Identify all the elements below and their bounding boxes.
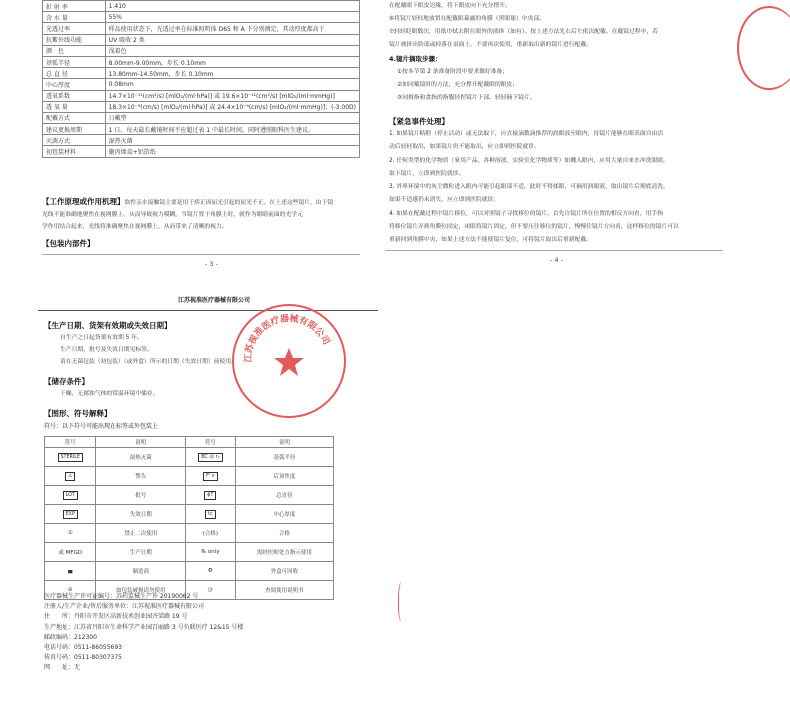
spec-label: 抗紫外线功能	[43, 34, 106, 45]
text-line: 镜片被挤出脸部或掉落在桌面上，不要再次使用，重新取出新的镜片进行配戴。	[389, 42, 592, 48]
spec-row	[43, 68, 360, 79]
contents-title: 【包装内部件】	[42, 239, 95, 248]
spec-value: 样品使用状态下，光透过率在标准照明体 D65 和 A 下分别测定，其动厚度都高于	[105, 23, 359, 34]
emergency-title: 【紧急事件处理】	[389, 117, 449, 126]
text-line: 干燥、无腐蚀气体的常温环境中储存。	[60, 391, 159, 397]
symbol-description: 中心厚度	[273, 512, 296, 518]
mechanism-text-3: 学作用结合起来，光线将准确聚焦在视网膜上，从而带来了清晰的视力。	[42, 224, 228, 230]
text-line: 注册人/生产企业/售后服务单位：江苏视准医疗器械有限公司	[44, 603, 205, 611]
description-cell	[235, 448, 333, 467]
text-line: 生产地址：江苏省丹阳市生命科学产业园百丽路 3 号负联医疗 12&15 号楼	[44, 623, 244, 631]
description-cell	[96, 467, 186, 486]
storage-lines	[60, 388, 159, 400]
symbols-header-cell: 说明	[96, 437, 186, 448]
description-cell	[235, 524, 333, 543]
spec-label: 基弧半径	[43, 56, 106, 67]
page-4-number: - 4 -	[550, 256, 563, 264]
spec-value: 日戴型	[105, 112, 359, 123]
mechanism-title: 【工作原理或作用机理】	[42, 197, 125, 206]
text-line: 在配戴眼下眼皮边缘，将下眼皮向下充分撑开。	[389, 3, 511, 9]
page-3	[0, 0, 380, 282]
page-3-number: - 3 -	[205, 260, 218, 268]
symbols-row	[45, 562, 334, 581]
text-line: 重新回到角膜中央，如果上述方法不能使镜片复位，可将镜片取出后重新配戴。	[389, 237, 592, 244]
symbol-cell	[186, 524, 236, 543]
symbol-description: 生产日期	[129, 550, 152, 556]
spec-row	[43, 90, 360, 101]
symbol-icon: EXP	[63, 510, 78, 519]
symbol-icon: ⚠	[65, 472, 75, 481]
spec-value: 聚丙烯盒+铝箔纸	[105, 146, 359, 157]
description-cell	[235, 486, 333, 505]
symbol-description: 制造商	[132, 569, 150, 575]
description-cell	[96, 486, 186, 505]
text-line: 电话号码：0511-86055693	[44, 644, 122, 652]
removal-steps	[397, 66, 727, 105]
symbol-cell	[45, 562, 96, 581]
spec-label: 含 水 量	[43, 12, 106, 23]
spec-row	[43, 12, 360, 23]
symbol-description: 禁止二次使用	[124, 531, 158, 537]
spec-value: 1 日。每天最长戴镜时间不应超过表 1 中最长时间，同时遵照眼科医生建议。	[105, 124, 359, 135]
text-line: 住 所：丹阳市开发区高新技术创业园齐梁路 19 号	[44, 613, 188, 621]
mechanism-section	[42, 196, 380, 233]
spec-row	[43, 101, 360, 112]
text-line: 动后轻轻取出，如果镜片仍不能取出，应立即到医院就诊。	[389, 144, 540, 151]
spec-label: 折 射 率	[43, 1, 106, 12]
text-line: 取下镜片，立即到医院就诊。	[389, 170, 465, 177]
symbol-icon: ɸT	[204, 491, 216, 500]
description-cell	[96, 543, 186, 562]
mechanism-text-2: 光线不能准确地聚焦在视网膜上，从而导致视力模糊。当镜片置于角膜上时，就作为眼睛前面的光学元	[42, 212, 303, 218]
spec-value: UV 吸收 2 类	[105, 34, 359, 45]
spec-label: 颜 色	[43, 45, 106, 56]
text-line: 4. 如果在配戴过程中镜片移位，可以对照镜子寻找移位的镜片，首先注镜片所在位置的相反方向看，用手指	[389, 210, 664, 217]
spec-label: 配戴方式	[43, 112, 106, 123]
spec-label: 中心厚度	[43, 79, 106, 90]
production-title: 【生产日期、货架有效期或失效日期】	[44, 321, 172, 330]
partial-stamp	[737, 6, 790, 90]
description-cell	[235, 562, 333, 581]
symbol-cell	[186, 543, 236, 562]
text-line: 网 址：无	[44, 664, 81, 672]
spec-value: 0.08mm	[105, 79, 359, 90]
page-4-rule	[385, 250, 723, 251]
text-line: 如果不适感仍未消失，应立即到医院就诊。	[389, 197, 500, 204]
text-line: 邮政编码：212300	[44, 633, 97, 641]
mechanism-text-1: 软性亲水接触镜主要是用于矫正因屈光引起的屈光不正。在上述这些镜片，由于镜	[124, 200, 334, 206]
page-5	[0, 290, 790, 714]
spec-value: 1.410	[105, 1, 359, 12]
production-lines	[60, 332, 237, 368]
spec-label: 灭菌方式	[43, 135, 106, 146]
description-cell	[96, 562, 186, 581]
page-4	[385, 0, 790, 282]
text-line: ②如同戴镜时的方法，充分撑开配戴眼的眼皮；	[397, 82, 519, 88]
description-cell	[235, 543, 333, 562]
spec-row	[43, 146, 360, 157]
text-line: ③同拇指和食指的指腹轻捏镜片下部，轻轻摘下镜片。	[397, 95, 536, 101]
stamp-text: 江苏视准医疗器械有限公司	[243, 314, 331, 363]
text-line: 请在无菌包装（初包装）（或外盒）所示的日期（失效日期）前使用。	[60, 359, 237, 365]
symbol-cell	[45, 467, 96, 486]
symbol-icon: BC 或 r₀	[198, 453, 222, 462]
symbol-icon: ⊘	[67, 587, 73, 593]
spec-label: 透氧系数	[43, 90, 106, 101]
spec-row	[43, 34, 360, 45]
symbol-description: 失效日期	[129, 512, 152, 518]
spec-label: 光透过率	[43, 23, 106, 34]
spec-value: 14.7×10⁻¹¹(cm²/s) [mlO₂/(ml·hPa)] 或 19.6×10⁻¹¹(cm²/s) [mlO₂/(ml·mmHg)]	[105, 90, 359, 101]
symbol-description: 湿热灭菌	[129, 455, 152, 461]
symbol-icon: (合格)	[202, 531, 218, 537]
removal-title: 4.镜片摘取步骤：	[389, 55, 442, 63]
symbol-icon: ②	[67, 530, 73, 536]
symbol-cell	[186, 467, 236, 486]
symbol-description: 外盒可回收	[270, 569, 299, 575]
symbols-row	[45, 505, 334, 524]
symbol-cell	[45, 448, 96, 467]
symbols-row	[45, 543, 334, 562]
spec-row	[43, 45, 360, 56]
spec-row	[43, 124, 360, 135]
spec-row	[43, 135, 360, 146]
text-line: 医疗器械生产许可证编号：苏药监械生产许 20190062 号	[44, 593, 199, 600]
page-4-steps	[389, 0, 729, 52]
symbols-row	[45, 448, 334, 467]
symbol-description: 需经医师处方指示使用	[256, 550, 312, 556]
symbol-cell	[45, 505, 96, 524]
page-3-rule	[42, 254, 360, 255]
margin-mark	[398, 582, 407, 622]
symbol-icon: 或 MFGD	[58, 550, 83, 556]
company-info	[44, 592, 243, 674]
symbols-row	[45, 524, 334, 543]
description-cell	[235, 581, 333, 600]
symbols-title: 【图形、符号解释】	[44, 409, 112, 418]
text-line: ①按本节第 2 条准备阶段中要求做好准备；	[397, 69, 509, 75]
description-cell	[96, 505, 186, 524]
symbol-icon: STERILE	[58, 453, 83, 462]
symbol-description: 合格	[278, 531, 290, 537]
symbol-description: 批号	[135, 493, 147, 499]
symbol-description: 查阅使用说明书	[265, 588, 304, 594]
spec-value: 18.3×10⁻⁹(cm/s) [mlO₂/(ml·hPa)] 或 24.4×10⁻⁹(cm/s) [mlO₂/(ml·mmHg)]；(-3.00D)	[105, 101, 359, 112]
company-stamp	[232, 304, 346, 418]
description-cell	[96, 524, 186, 543]
description-cell	[235, 505, 333, 524]
symbol-icon: ♻	[207, 568, 213, 574]
stamp-star-icon	[234, 306, 344, 416]
storage-title: 【储存条件】	[44, 377, 89, 386]
spec-label: 总 直 径	[43, 68, 106, 79]
symbol-cell	[45, 524, 96, 543]
spec-row	[43, 56, 360, 67]
symbols-row	[45, 467, 334, 486]
text-line: 自生产之日起货架有效期 5 年。	[60, 335, 143, 341]
symbol-description: 如包装破损请勿使用	[116, 588, 166, 594]
text-line: 生产日期、批号及失效日期见标签。	[60, 347, 153, 353]
symbols-header-cell: 符号	[186, 437, 236, 448]
text-line: 传真号码：0511-80307375	[44, 654, 122, 662]
text-line: 2. 任何类型的化学物质（家用产品、各种溶液、实验室化学物质等）如溅入眼内，应用大量自来水冲洗眼睛，	[389, 157, 669, 164]
symbol-cell	[186, 448, 236, 467]
spec-value: 55%	[105, 12, 359, 23]
description-cell	[235, 467, 333, 486]
symbols-header-cell: 说明	[235, 437, 333, 448]
spec-label: 初包装材料	[43, 146, 106, 157]
spec-row	[43, 1, 360, 12]
symbols-intro: 符号：以下符号可能出现在标签或外包装上	[44, 423, 159, 430]
symbol-description: 基弧半径	[273, 455, 296, 461]
symbol-cell	[45, 543, 96, 562]
symbol-description: 警告	[135, 474, 147, 480]
spec-value: 湿热灭菌	[105, 135, 359, 146]
symbols-table	[44, 436, 334, 600]
symbol-icon: tc	[205, 510, 216, 519]
spec-value: 浅着色	[105, 45, 359, 56]
emergency-steps	[389, 128, 729, 248]
symbol-icon: F' v	[203, 472, 217, 481]
text-line: ⑥将镜片轻轻地放置在配戴眼暴露的角膜（黑眼球）中央部。	[389, 16, 545, 22]
spec-label: 透 氧 量	[43, 101, 106, 112]
spec-label: 建议更换周期	[43, 124, 106, 135]
symbol-cell	[45, 486, 96, 505]
symbol-description: 总直径	[276, 493, 293, 499]
symbol-cell	[186, 505, 236, 524]
symbol-cell	[186, 486, 236, 505]
symbol-icon: ▄	[68, 568, 73, 574]
symbols-header-cell: 符号	[45, 437, 96, 448]
text-line: 3. 外界环境中的灰尘微粒进入眼内可能引起眼部不适，此时不得揉眼，可摘用润眼液，取出镜片后彻底清洗。	[389, 184, 669, 191]
spec-value: 8.00mm-9.00mm，步长 0.10mm	[105, 56, 359, 67]
symbol-description: 后顶焦度	[273, 474, 296, 480]
description-cell	[96, 448, 186, 467]
symbol-cell	[186, 562, 236, 581]
spec-value: 13.80mm-14.50mm，步长 0.10mm	[105, 68, 359, 79]
spec-row	[43, 112, 360, 123]
text-line: ⑦轻轻眨眼数次，用纸巾拭去附在眼外的液体（如有）。按上述方法先右后左依次配戴。在戴镜过程中，若	[389, 29, 658, 35]
spec-row	[43, 23, 360, 34]
spec-row	[43, 79, 360, 90]
symbol-icon: LOT	[63, 491, 78, 500]
text-line: 将移位镜片弄到角膜位固定，闭眼将镜片固定，但不要压住移位的镜片，慢慢往镜片方向看，这样移位的镜片可以	[389, 224, 679, 231]
symbol-icon: ▯i	[208, 587, 213, 593]
text-line: 1. 如果镜片粘附（停止活动）或无法取下，应直接滴数滴推荐的润眼液至眼内，待镜片能够在眼表面自由活	[389, 131, 664, 137]
symbol-icon: ℞ only	[201, 549, 220, 555]
spec-table	[42, 0, 360, 158]
company-header: 江苏视准医疗器械有限公司	[178, 297, 251, 304]
symbols-row	[45, 486, 334, 505]
